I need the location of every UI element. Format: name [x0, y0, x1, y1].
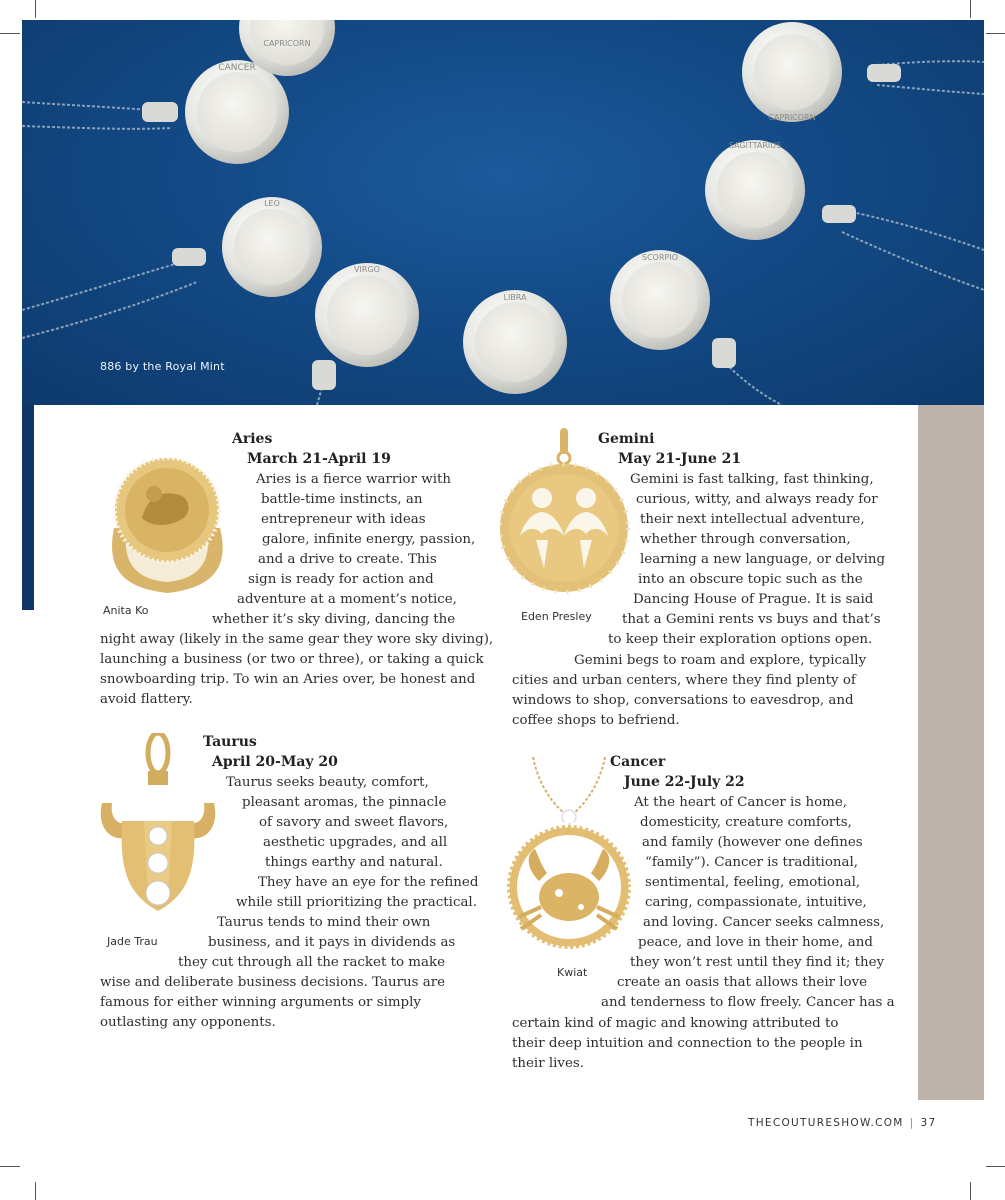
crop-mark [35, 0, 36, 18]
spine-strip [22, 405, 34, 610]
taurus-dates: April 20-May 20 [212, 754, 338, 770]
taurus-text-line: They have an eye for the refined [258, 875, 479, 890]
taurus-text-line: they cut through all the racket to make [178, 955, 446, 970]
cancer-text-line: create an oasis that allows their love [617, 975, 868, 990]
cancer-text-line: domesticity, creature comforts, [640, 815, 852, 830]
cancer-text-line: their lives. [512, 1056, 585, 1071]
crop-mark [0, 1166, 20, 1167]
aries-dates: March 21-April 19 [247, 451, 391, 467]
taurus-title: Taurus [203, 734, 257, 750]
cancer-text-line: and loving. Cancer seeks calmness, [643, 915, 885, 930]
taurus-text-line: outlasting any opponents. [100, 1015, 276, 1030]
cancer-text-line: At the heart of Cancer is home, [634, 795, 848, 810]
hero-photo [22, 20, 984, 405]
aries-text-line: and a drive to create. This [258, 552, 437, 567]
cancer-text-line: peace, and love in their home, and [638, 935, 873, 950]
taurus-text-line: aesthetic upgrades, and all [263, 835, 448, 850]
gemini-text-line: Gemini begs to roam and explore, typically [574, 653, 867, 668]
aries-text-line: battle-time instincts, an [261, 492, 423, 507]
cancer-text-line: sentimental, feeling, emotional, [645, 875, 861, 890]
taurus-text-line: things earthy and natural. [265, 855, 443, 870]
crop-mark [986, 1166, 1005, 1167]
pendant-engraving: VIRGO [354, 265, 380, 274]
taurus-text-line: Taurus seeks beauty, comfort, [226, 775, 429, 790]
pendant-engraving: LEO [264, 199, 280, 208]
cancer-text-line: caring, compassionate, intuitive, [645, 895, 867, 910]
gemini-photo-credit: Eden Presley [521, 610, 592, 623]
gemini-text-line: windows to shop, conversations to eavesdrop, and [512, 693, 854, 708]
aries-text-line: whether it’s sky diving, dancing the [212, 612, 456, 627]
gemini-text-line: whether through conversation, [640, 532, 851, 547]
cancer-text-line: and family (however one defines [642, 835, 863, 850]
taurus-text-line: wise and deliberate business decisions. Taurus are [100, 975, 446, 990]
gemini-dates: May 21-June 21 [618, 451, 742, 467]
gemini-text-line: their next intellectual adventure, [640, 512, 865, 527]
gemini-text-line: cities and urban centers, where they find plenty of [512, 673, 856, 688]
pendant-engraving: SCORPIO [642, 253, 678, 262]
hero-caption: 886 by the Royal Mint [100, 360, 225, 373]
aries-text-line: Aries is a fierce warrior with [256, 472, 451, 487]
aries-text-line: snowboarding trip. To win an Aries over, be honest and [100, 672, 476, 687]
gemini-text-line: learning a new language, or delving [640, 552, 886, 567]
gemini-pendant-image [500, 428, 630, 608]
crop-mark [35, 1182, 36, 1200]
gemini-text-line: curious, witty, and always ready for [636, 492, 878, 507]
aries-text-line: sign is ready for action and [248, 572, 434, 587]
pendant-engraving: CAPRICORN [768, 113, 816, 122]
aries-text-line: night away (likely in the same gear they wore sky diving), [100, 632, 494, 647]
cancer-text-line: certain kind of magic and knowing attributed to [512, 1016, 839, 1031]
cancer-text-line: their deep intuition and connection to the people in [512, 1036, 863, 1051]
side-color-bar [918, 405, 984, 1100]
taurus-text-line: while still prioritizing the practical. [236, 895, 477, 910]
aries-photo-credit: Anita Ko [103, 604, 149, 617]
aries-text-line: avoid flattery. [100, 692, 193, 707]
aries-text-line: adventure at a moment’s notice, [237, 592, 457, 607]
taurus-text-line: of savory and sweet flavors, [259, 815, 449, 830]
aries-text-line: galore, infinite energy, passion, [262, 532, 476, 547]
taurus-text-line: Taurus tends to mind their own [217, 915, 431, 930]
footer-divider: | [909, 1117, 915, 1129]
cancer-text-line: and tenderness to flow freely. Cancer has a [601, 995, 895, 1010]
taurus-photo-credit: Jade Trau [107, 935, 158, 948]
gemini-text-line: to keep their exploration options open. [608, 632, 873, 647]
cancer-text-line: they won’t rest until they find it; they [630, 955, 885, 970]
gemini-text-line: into an obscure topic such as the [638, 572, 863, 587]
cancer-text-line: “family”). Cancer is traditional, [645, 855, 859, 870]
taurus-charm-image [92, 733, 222, 928]
cancer-title: Cancer [610, 754, 666, 770]
pendant-necklaces-illustration [22, 20, 984, 405]
gemini-text-line: coffee shops to befriend. [512, 713, 680, 728]
crop-mark [0, 33, 20, 34]
gemini-title: Gemini [598, 431, 655, 447]
page-footer [748, 1117, 936, 1129]
aries-title: Aries [232, 431, 273, 447]
pendant-engraving: CAPRICORN [263, 39, 311, 48]
crop-mark [970, 0, 971, 18]
gemini-text-line: Gemini is fast talking, fast thinking, [630, 472, 874, 487]
cancer-photo-credit: Kwiat [557, 966, 588, 979]
gemini-text-line: Dancing House of Prague. It is said [633, 592, 874, 607]
crop-mark [970, 1182, 971, 1200]
pendant-engraving: CANCER [218, 63, 256, 73]
crop-mark [986, 33, 1005, 34]
taurus-text-line: famous for either winning arguments or simply [100, 995, 421, 1010]
taurus-text-line: business, and it pays in dividends as [208, 935, 456, 950]
pendant-engraving: LIBRA [503, 293, 527, 302]
taurus-text-line: pleasant aromas, the pinnacle [242, 795, 447, 810]
footer-site-link[interactable]: THECOUTURESHOW.COM [748, 1117, 904, 1129]
pendant-engraving: SAGITTARIUS [728, 141, 782, 150]
aries-text-line: entrepreneur with ideas [261, 512, 426, 527]
cancer-pendant-image [505, 757, 635, 962]
cancer-dates: June 22-July 22 [624, 774, 745, 790]
gemini-text-line: that a Gemini rents vs buys and that’s [622, 612, 881, 627]
aries-text-line: launching a business (or two or three), or taking a quick [100, 652, 484, 667]
aries-ring-image [92, 458, 242, 598]
page-number: 37 [920, 1117, 937, 1129]
